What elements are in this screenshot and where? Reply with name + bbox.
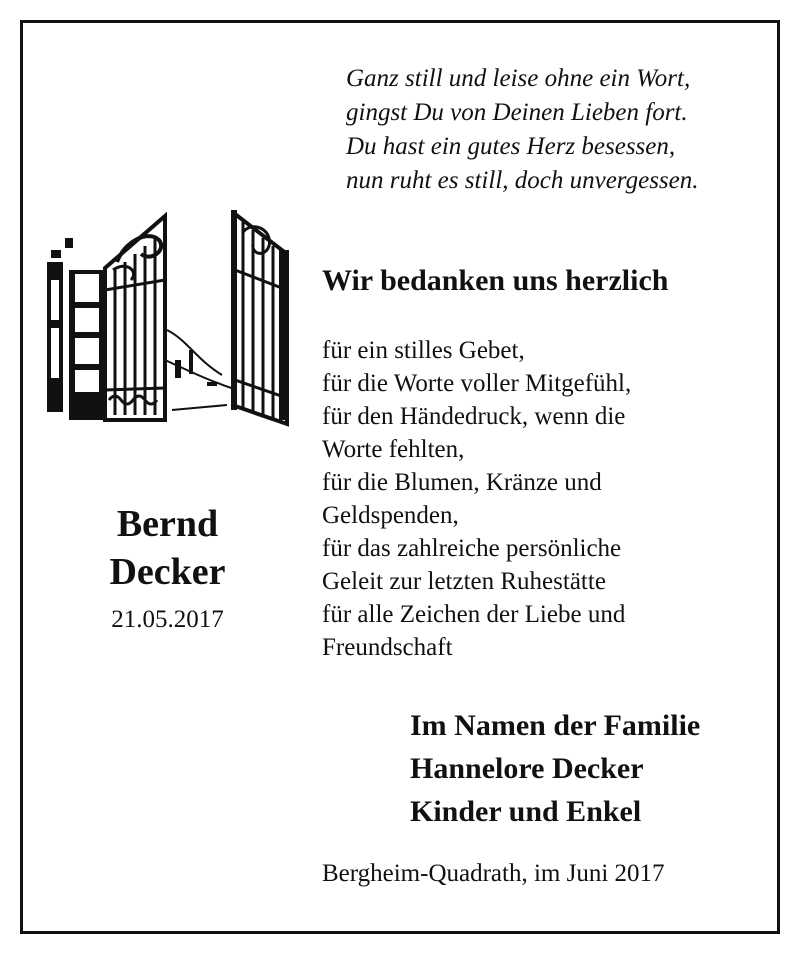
- thanks-line: für das zahlreiche persönliche: [322, 535, 622, 562]
- last-name: Decker: [109, 551, 226, 593]
- family-line: Kinder und Enkel: [410, 795, 642, 828]
- family-line: Hannelore Decker: [410, 752, 644, 785]
- poem: [346, 62, 766, 198]
- place-and-date: Bergheim-Quadrath, im Juni 2017: [322, 860, 665, 887]
- poem-line: Ganz still und leise ohne ein Wort,: [346, 65, 691, 92]
- thanks-line: Worte fehlten,: [322, 436, 465, 463]
- thanks-heading: Wir bedanken uns herzlich: [322, 264, 669, 297]
- family-line: Im Namen der Familie: [410, 709, 701, 742]
- thanks-line: für die Worte voller Mitgefühl,: [322, 370, 632, 397]
- thanks-line: für die Blumen, Kränze und: [322, 469, 602, 496]
- cemetery-gate-icon: [47, 210, 289, 428]
- thanks-list: [322, 334, 631, 664]
- first-name: Bernd: [116, 503, 219, 545]
- thanks-line: Freundschaft: [322, 634, 453, 661]
- thanks-line: Geldspenden,: [322, 502, 459, 529]
- deceased-name: [60, 500, 275, 596]
- poem-line: nun ruht es still, doch unvergessen.: [346, 167, 699, 194]
- thanks-line: Geleit zur letzten Ruhestätte: [322, 568, 606, 595]
- thanks-line: für ein stilles Gebet,: [322, 337, 525, 364]
- poem-line: Du hast ein gutes Herz besessen,: [346, 133, 676, 160]
- thanks-line: für den Händedruck, wenn die: [322, 403, 626, 430]
- family-signature: [410, 704, 700, 833]
- poem-line: gingst Du von Deinen Lieben fort.: [346, 99, 688, 126]
- thanks-line: für alle Zeichen der Liebe und: [322, 601, 626, 628]
- death-date: 21.05.2017: [111, 606, 224, 633]
